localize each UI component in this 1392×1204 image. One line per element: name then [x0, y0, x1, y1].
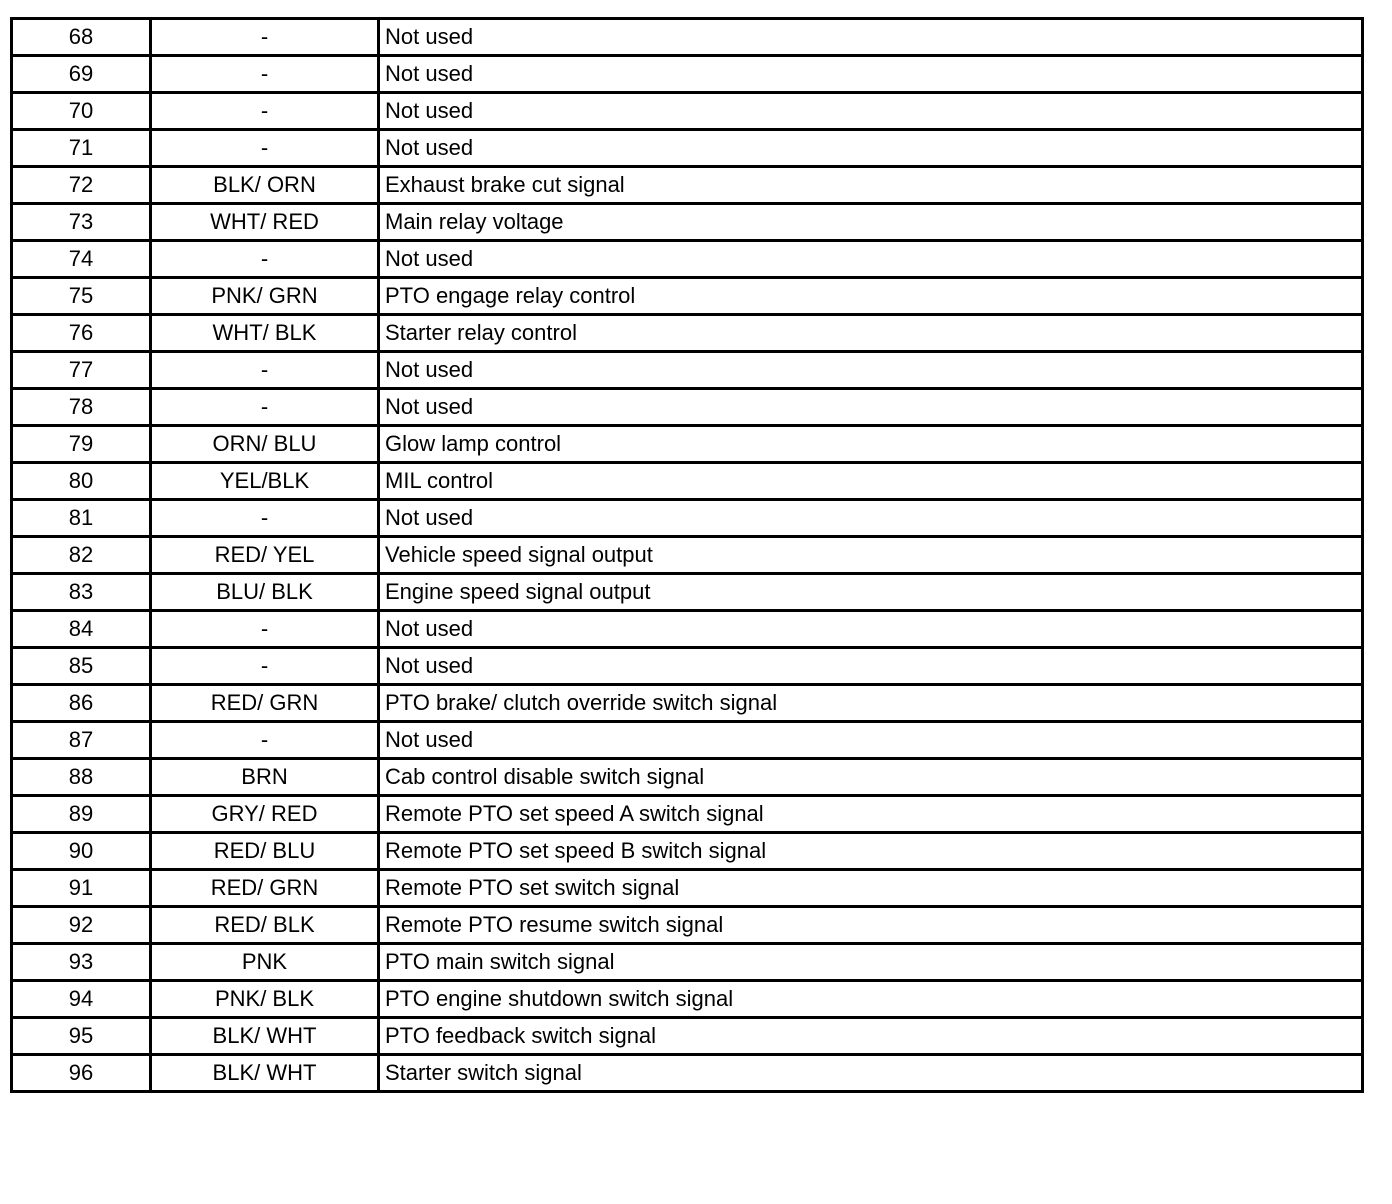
table-row	[12, 722, 1363, 759]
wire-color-cell: BRN	[151, 759, 379, 796]
description-cell: PTO brake/ clutch override switch signal	[379, 685, 1363, 722]
description-cell: Exhaust brake cut signal	[379, 167, 1363, 204]
table-row	[12, 1055, 1363, 1092]
description-cell: Cab control disable switch signal	[379, 759, 1363, 796]
table-row	[12, 981, 1363, 1018]
description-cell: Main relay voltage	[379, 204, 1363, 241]
wire-color-cell: RED/ BLU	[151, 833, 379, 870]
wire-color-cell: RED/ GRN	[151, 870, 379, 907]
pin-number-cell: 90	[12, 833, 151, 870]
wire-color-cell: BLK/ WHT	[151, 1055, 379, 1092]
pin-number-cell: 89	[12, 796, 151, 833]
description-cell: Remote PTO resume switch signal	[379, 907, 1363, 944]
table-row	[12, 167, 1363, 204]
pin-number-cell: 75	[12, 278, 151, 315]
wire-color-cell: PNK	[151, 944, 379, 981]
pin-number-cell: 78	[12, 389, 151, 426]
description-cell: Engine speed signal output	[379, 574, 1363, 611]
wire-color-cell: -	[151, 500, 379, 537]
pin-number-cell: 69	[12, 56, 151, 93]
pin-number-cell: 93	[12, 944, 151, 981]
description-cell: Not used	[379, 389, 1363, 426]
table-row	[12, 278, 1363, 315]
pin-number-cell: 70	[12, 93, 151, 130]
wire-color-cell: RED/ BLK	[151, 907, 379, 944]
table-row	[12, 833, 1363, 870]
table-row	[12, 204, 1363, 241]
table-row	[12, 426, 1363, 463]
table-row	[12, 19, 1363, 56]
pin-number-cell: 88	[12, 759, 151, 796]
pin-number-cell: 79	[12, 426, 151, 463]
pin-number-cell: 86	[12, 685, 151, 722]
wire-color-cell: -	[151, 389, 379, 426]
description-cell: Not used	[379, 500, 1363, 537]
wire-color-cell: BLK/ WHT	[151, 1018, 379, 1055]
wire-color-cell: -	[151, 648, 379, 685]
pin-number-cell: 76	[12, 315, 151, 352]
description-cell: Vehicle speed signal output	[379, 537, 1363, 574]
description-cell: Not used	[379, 611, 1363, 648]
description-cell: MIL control	[379, 463, 1363, 500]
wire-color-cell: -	[151, 611, 379, 648]
description-cell: PTO feedback switch signal	[379, 1018, 1363, 1055]
wire-color-cell: WHT/ RED	[151, 204, 379, 241]
wire-color-cell: RED/ GRN	[151, 685, 379, 722]
table-row	[12, 315, 1363, 352]
pin-number-cell: 87	[12, 722, 151, 759]
wire-color-cell: GRY/ RED	[151, 796, 379, 833]
pin-number-cell: 85	[12, 648, 151, 685]
pin-number-cell: 77	[12, 352, 151, 389]
description-cell: Starter relay control	[379, 315, 1363, 352]
table-row	[12, 759, 1363, 796]
pin-number-cell: 94	[12, 981, 151, 1018]
wire-color-cell: ORN/ BLU	[151, 426, 379, 463]
wire-color-cell: PNK/ GRN	[151, 278, 379, 315]
table-row	[12, 130, 1363, 167]
pin-table-body	[12, 19, 1363, 1092]
table-row	[12, 870, 1363, 907]
pin-number-cell: 96	[12, 1055, 151, 1092]
pin-number-cell: 73	[12, 204, 151, 241]
table-row	[12, 56, 1363, 93]
description-cell: Starter switch signal	[379, 1055, 1363, 1092]
pin-number-cell: 71	[12, 130, 151, 167]
description-cell: Not used	[379, 130, 1363, 167]
table-row	[12, 389, 1363, 426]
wire-color-cell: -	[151, 352, 379, 389]
wire-color-cell: -	[151, 130, 379, 167]
table-row	[12, 352, 1363, 389]
wire-color-cell: -	[151, 19, 379, 56]
table-row	[12, 648, 1363, 685]
pin-number-cell: 83	[12, 574, 151, 611]
wire-color-cell: -	[151, 93, 379, 130]
pin-number-cell: 72	[12, 167, 151, 204]
table-row	[12, 1018, 1363, 1055]
wire-color-cell: -	[151, 722, 379, 759]
pin-number-cell: 68	[12, 19, 151, 56]
wire-color-cell: RED/ YEL	[151, 537, 379, 574]
table-row	[12, 241, 1363, 278]
wire-color-cell: BLU/ BLK	[151, 574, 379, 611]
description-cell: Remote PTO set speed A switch signal	[379, 796, 1363, 833]
description-cell: PTO engine shutdown switch signal	[379, 981, 1363, 1018]
table-row	[12, 611, 1363, 648]
pin-number-cell: 80	[12, 463, 151, 500]
pin-number-cell: 84	[12, 611, 151, 648]
pin-table	[10, 17, 1364, 1093]
description-cell: Not used	[379, 722, 1363, 759]
description-cell: Not used	[379, 93, 1363, 130]
pin-number-cell: 82	[12, 537, 151, 574]
table-row	[12, 500, 1363, 537]
wire-color-cell: YEL/BLK	[151, 463, 379, 500]
pin-number-cell: 74	[12, 241, 151, 278]
description-cell: Glow lamp control	[379, 426, 1363, 463]
pin-number-cell: 95	[12, 1018, 151, 1055]
description-cell: PTO engage relay control	[379, 278, 1363, 315]
description-cell: PTO main switch signal	[379, 944, 1363, 981]
pin-number-cell: 92	[12, 907, 151, 944]
table-row	[12, 944, 1363, 981]
wire-color-cell: BLK/ ORN	[151, 167, 379, 204]
wire-color-cell: -	[151, 241, 379, 278]
pin-number-cell: 81	[12, 500, 151, 537]
description-cell: Not used	[379, 352, 1363, 389]
description-cell: Not used	[379, 19, 1363, 56]
wire-color-cell: PNK/ BLK	[151, 981, 379, 1018]
description-cell: Not used	[379, 241, 1363, 278]
table-row	[12, 574, 1363, 611]
table-row	[12, 907, 1363, 944]
table-row	[12, 93, 1363, 130]
wire-color-cell: WHT/ BLK	[151, 315, 379, 352]
table-row	[12, 463, 1363, 500]
description-cell: Remote PTO set speed B switch signal	[379, 833, 1363, 870]
wire-color-cell: -	[151, 56, 379, 93]
description-cell: Remote PTO set switch signal	[379, 870, 1363, 907]
pin-number-cell: 91	[12, 870, 151, 907]
description-cell: Not used	[379, 648, 1363, 685]
description-cell: Not used	[379, 56, 1363, 93]
table-row	[12, 796, 1363, 833]
table-row	[12, 685, 1363, 722]
table-row	[12, 537, 1363, 574]
